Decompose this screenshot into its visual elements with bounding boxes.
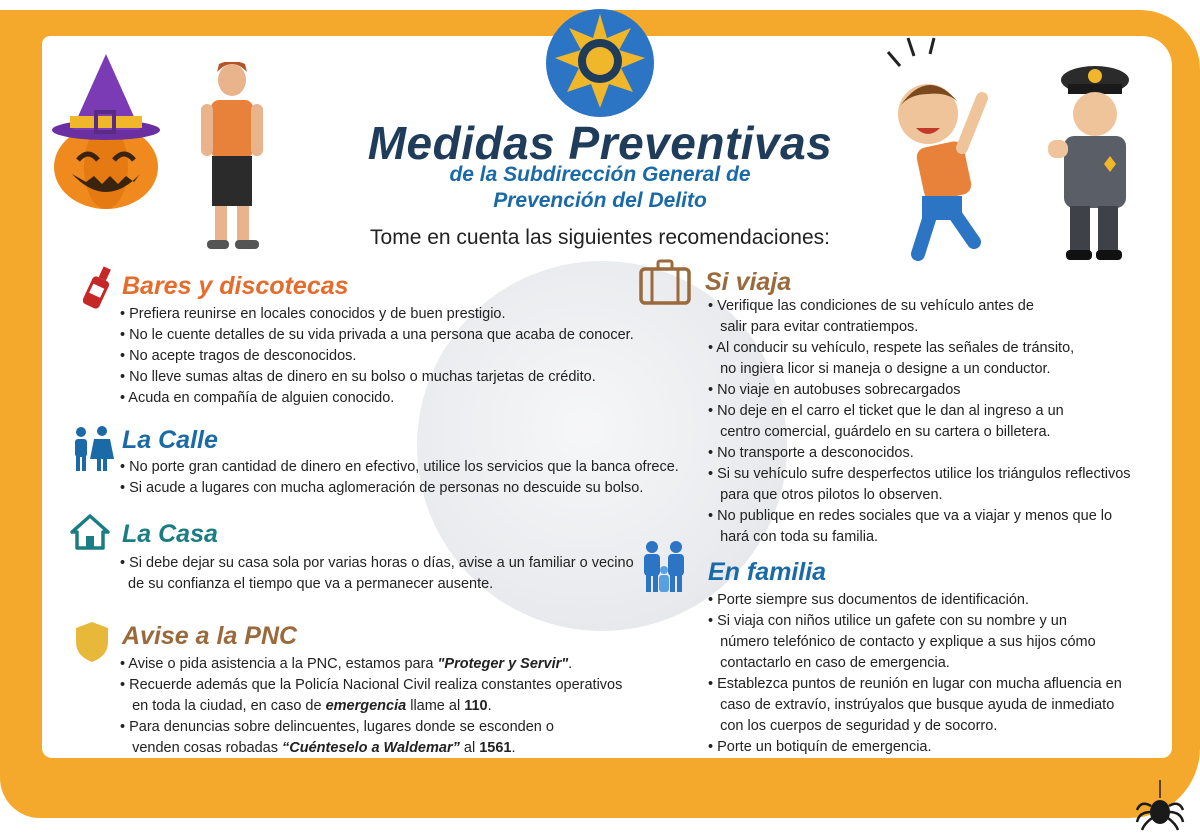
list-familia <box>708 590 1122 758</box>
people-icon <box>70 425 114 473</box>
list-casa <box>120 553 634 595</box>
list-item: número telefónico de contacto y explique a sus hijos cómo <box>708 634 1096 650</box>
list-item: • Verifique las condiciones de su vehículo antes de <box>708 298 1034 314</box>
list-item: • Si acude a lugares con mucha aglomeración de personas no descuide su bolso. <box>120 480 644 496</box>
list-item: • Si debe dejar su casa sola por varias horas o días, avise a un familiar o vecino <box>120 555 634 571</box>
list-item: • No lleve sumas altas de dinero en su bolso o muchas tarjetas de crédito. <box>120 369 596 385</box>
list-item: hará con toda su familia. <box>708 529 879 545</box>
list-viaja <box>708 296 1131 548</box>
section-title-viaja: Si viaja <box>705 268 792 296</box>
list-item: • Si su vehículo sufre desperfectos utilice los triángulos reflectivos <box>708 466 1131 482</box>
list-item: de su confianza el tiempo que va a permanecer ausente. <box>120 576 494 592</box>
section-title-calle: La Calle <box>122 426 218 454</box>
list-item: • Recuerde además que la Policía Nacional Civil realiza constantes operativos <box>120 677 623 693</box>
subtitle-line-2: Prevención del Delito <box>493 189 707 212</box>
list-item: salir para evitar contratiempos. <box>708 319 919 335</box>
list-item: • Avise o pida asistencia a la PNC, estamos para "Proteger y Servir". <box>120 656 573 672</box>
section-title-pnc: Avise a la PNC <box>122 622 298 650</box>
list-item: • No acepte tragos de desconocidos. <box>120 348 357 364</box>
intro-text: Tome en cuenta las siguientes recomendaciones: <box>370 226 830 249</box>
list-item: • No transporte a desconocidos. <box>708 445 914 461</box>
list-item: con los cuerpos de seguridad y de socorro. <box>708 718 998 734</box>
list-item: • Porte siempre sus documentos de identificación. <box>708 592 1030 608</box>
list-item: • No deje en el carro el ticket que le dan al ingreso a un <box>708 403 1064 419</box>
list-item: centro comercial, guárdelo en su cartera o billetera. <box>708 424 1051 440</box>
list-item: venden cosas robadas “Cuénteselo a Waldemar” al 1561. <box>120 740 516 756</box>
list-item: • No le cuente detalles de su vida privada a una persona que acaba de conocer. <box>120 327 634 343</box>
list-item: en toda la ciudad, en caso de emergencia llame al 110. <box>120 698 492 714</box>
section-title-bares: Bares y discotecas <box>122 272 349 300</box>
list-item: • No viaje en autobuses sobrecargados <box>708 382 961 398</box>
list-item: • Establezca puntos de reunión en lugar con mucha afluencia en <box>708 676 1122 692</box>
page-title: Medidas Preventivas <box>367 117 833 169</box>
list-item: caso de extravío, instrúyalos que busque ayuda de inmediato <box>708 697 1115 713</box>
house-icon <box>70 514 110 550</box>
section-title-casa: La Casa <box>122 520 218 548</box>
page-subtitle <box>0 162 1200 214</box>
spider-icon <box>1135 780 1185 832</box>
section-title-familia: En familia <box>708 558 827 586</box>
list-item: • Prefiera reunirse en locales conocidos y de buen prestigio. <box>120 306 506 322</box>
list-item: • Acuda en compañía de alguien conocido. <box>120 390 395 406</box>
list-calle <box>120 457 679 499</box>
list-item: • Si viaja con niños utilice un gafete con su nombre y un <box>708 613 1067 629</box>
list-bares <box>120 304 634 409</box>
shield-icon <box>72 620 112 664</box>
list-pnc <box>120 654 622 759</box>
subtitle-line-1: de la Subdirección General de <box>449 163 751 186</box>
family-icon <box>640 540 690 594</box>
list-item: contactarlo en caso de emergencia. <box>708 655 950 671</box>
list-item: para que otros pilotos lo observen. <box>708 487 943 503</box>
list-item: • Porte un botiquín de emergencia. <box>708 739 932 755</box>
list-item: no ingiera licor si maneja o designe a un conductor. <box>708 361 1051 377</box>
list-item: • No porte gran cantidad de dinero en efectivo, utilice los servicios que la banca ofrece. <box>120 459 679 475</box>
list-item: • No publique en redes sociales que va a viajar y menos que lo <box>708 508 1113 524</box>
bottle-icon <box>83 266 113 310</box>
list-item: • Al conducir su vehículo, respete las señales de tránsito, <box>708 340 1075 356</box>
suitcase-icon <box>638 259 692 307</box>
list-item: • Para denuncias sobre delincuentes, lugares donde se esconden o <box>120 719 554 735</box>
police-badge-icon <box>545 8 655 118</box>
